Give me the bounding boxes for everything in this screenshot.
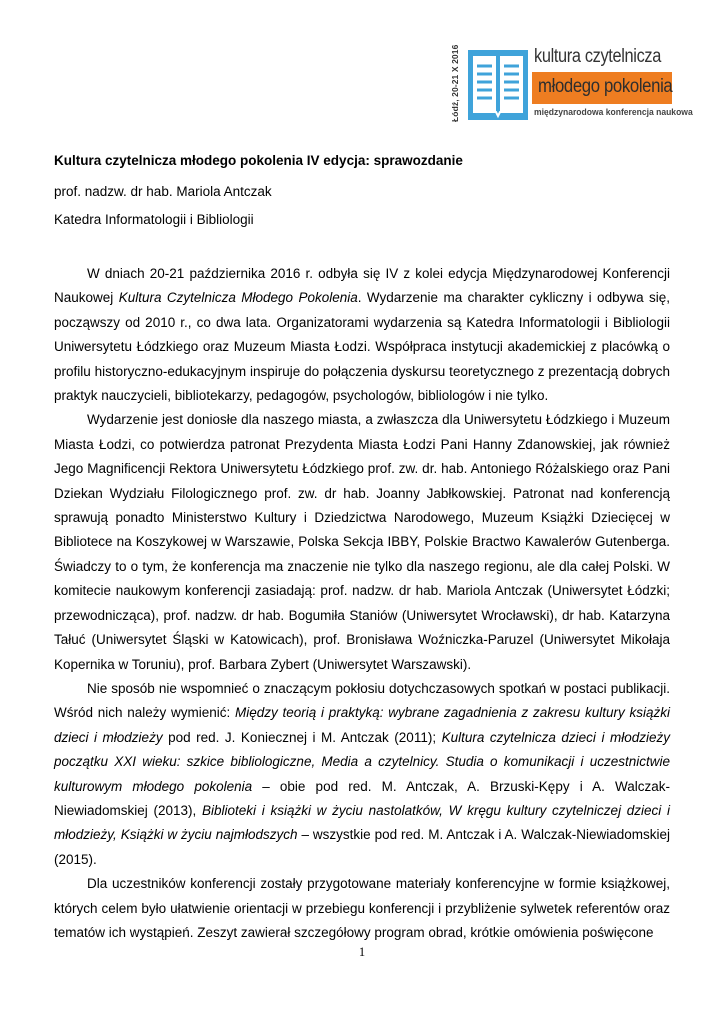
body-paragraph — [54, 872, 670, 945]
paragraph-text: Wydarzenie jest doniosłe dla naszego miasta, a zwłaszcza dla Uniwersytetu Łódzkiego i Muzeum Miasta Łodzi, co potwierdza patronat Prezydenta Miasta Łodzi Pani Hanny Zdanowskiej, jak również Jego Magnificencji Rektora Uniwersytetu Łódzkiego prof. zw. dr. hab. Antoniego Różalskiego oraz Pani Dziekan Wydziału Filologicznego prof. zw. dr hab. Joanny Jabłkowskiej. Patronat nad konferencją sprawują ponadto Ministerstwo Kultury i Dziedzictwa Narodowego, Muzeum Książki Dziecięcej w Bibliotece na Koszykowej w Warszawie, Polska Sekcja IBBY, Polskie Bractwo Kawalerów Gutenberga. Świadczy to o tym, że konferencja ma znaczenie nie tylko dla naszego regionu, ale dla całej Polski. W komitecie naukowym konferencji zasiadają: prof. nadzw. dr hab. Mariola Antczak (Uniwersytet Łódzki; przewodnicząca), prof. nadzw. dr hab. Bogumiła Staniów (Uniwersytet Wrocławski), dr hab. Katarzyna Tałuć (Uniwersytet Śląski w Katowicach), prof. Bronisława Woźniczka-Paruzel (Uniwersytet Mikołaja Kopernika w Toruniu), prof. Barbara Zybert (Uniwersytet Warszawski). — [54, 412, 670, 672]
body-paragraph — [54, 677, 670, 872]
italic-title-text: Biblioteki i książki w życiu nastolatków, W kręgu kultury czytelniczej dzieci i młodzieży, Książki w życiu najmłodszych — [54, 802, 671, 843]
logo-title-line2: młodego pokolenia — [538, 76, 673, 97]
italic-title-text: Między teorią i praktyką: wybrane zagadnienia z zakresu kultury książki dzieci i młodzieży — [54, 705, 670, 745]
body-paragraph — [54, 262, 670, 408]
conference-logo — [450, 44, 693, 124]
logo-date: Łódź, 20-21 X 2016 — [450, 44, 460, 122]
paragraph-text: Nie sposób nie wspomnieć o znaczącym pokłosiu dotychczasowych spotkań w postaci publikacji. Wśród nich należy wymienić: — [54, 680, 670, 721]
paragraph-text: – wszystkie pod red. M. Antczak i A. Walczak-Niewiadomskiej (2015). — [54, 827, 670, 867]
italic-title-text: Kultura czytelnicza dzieci i młodzieży początku XXI wieku: szkice bibliologiczne, Media a czytelnicy. Studia o komunikacji i uczestnictwie kulturowym młodego pokolenia — [54, 729, 670, 794]
document-body — [54, 262, 670, 945]
paragraph-text: W dniach 20-21 października 2016 r. odbyła się IV z kolei edycja Międzynarodowej Konferencji Naukowej — [54, 266, 670, 306]
logo-orange-band — [532, 72, 672, 104]
paragraph-text: . Wydarzenie ma charakter cykliczny i odbywa się, począwszy od 2010 r., co dwa lata. Organizatorami wydarzenia są Katedra Informatologii i Bibliologii Uniwersytetu Łódzkiego oraz Muzeum Miasta Łodzi. Współpraca instytucji akademickiej z placówką o profilu historyczno-edukacyjnym inspiruje do połączenia dyskursu teoretycznego z prezentacją dobrych praktyk nauczycieli, bibliotekarzy, pedagogów, psychologów, bibliologów i nie tylko. — [54, 290, 670, 404]
italic-title-text: Kultura Czytelnicza Młodego Pokolenia — [118, 290, 358, 306]
paragraph-text: Dla uczestników konferencji zostały przygotowane materiały konferencyjne w formie książkowej, których celem było ułatwienie orientacji w przebiegu konferencji i przybliżenie sylwetek referentów oraz tematów ich wystąpień. Zeszyt zawierał szczegółowy program obrad, krótkie omówienia poświęcone — [54, 876, 670, 940]
author: prof. nadzw. dr hab. Mariola Antczak — [54, 184, 272, 199]
affiliation: Katedra Informatologii i Bibliologii — [54, 212, 254, 227]
body-paragraph — [54, 408, 670, 676]
open-book-icon — [466, 49, 530, 121]
page-number: 1 — [358, 945, 366, 959]
paragraph-text: – obie pod red. M. Antczak, A. Brzuski-Kępy i A. Walczak-Niewiadomskiej (2013), — [54, 778, 670, 818]
logo-subtitle: międzynarodowa konferencja naukowa — [534, 107, 693, 117]
document-title: Kultura czytelnicza młodego pokolenia IV edycja: sprawozdanie — [54, 153, 463, 168]
paragraph-text: pod red. J. Koniecznej i M. Antczak (2011); — [162, 729, 442, 745]
logo-title-line1: kultura czytelnicza — [534, 46, 661, 67]
